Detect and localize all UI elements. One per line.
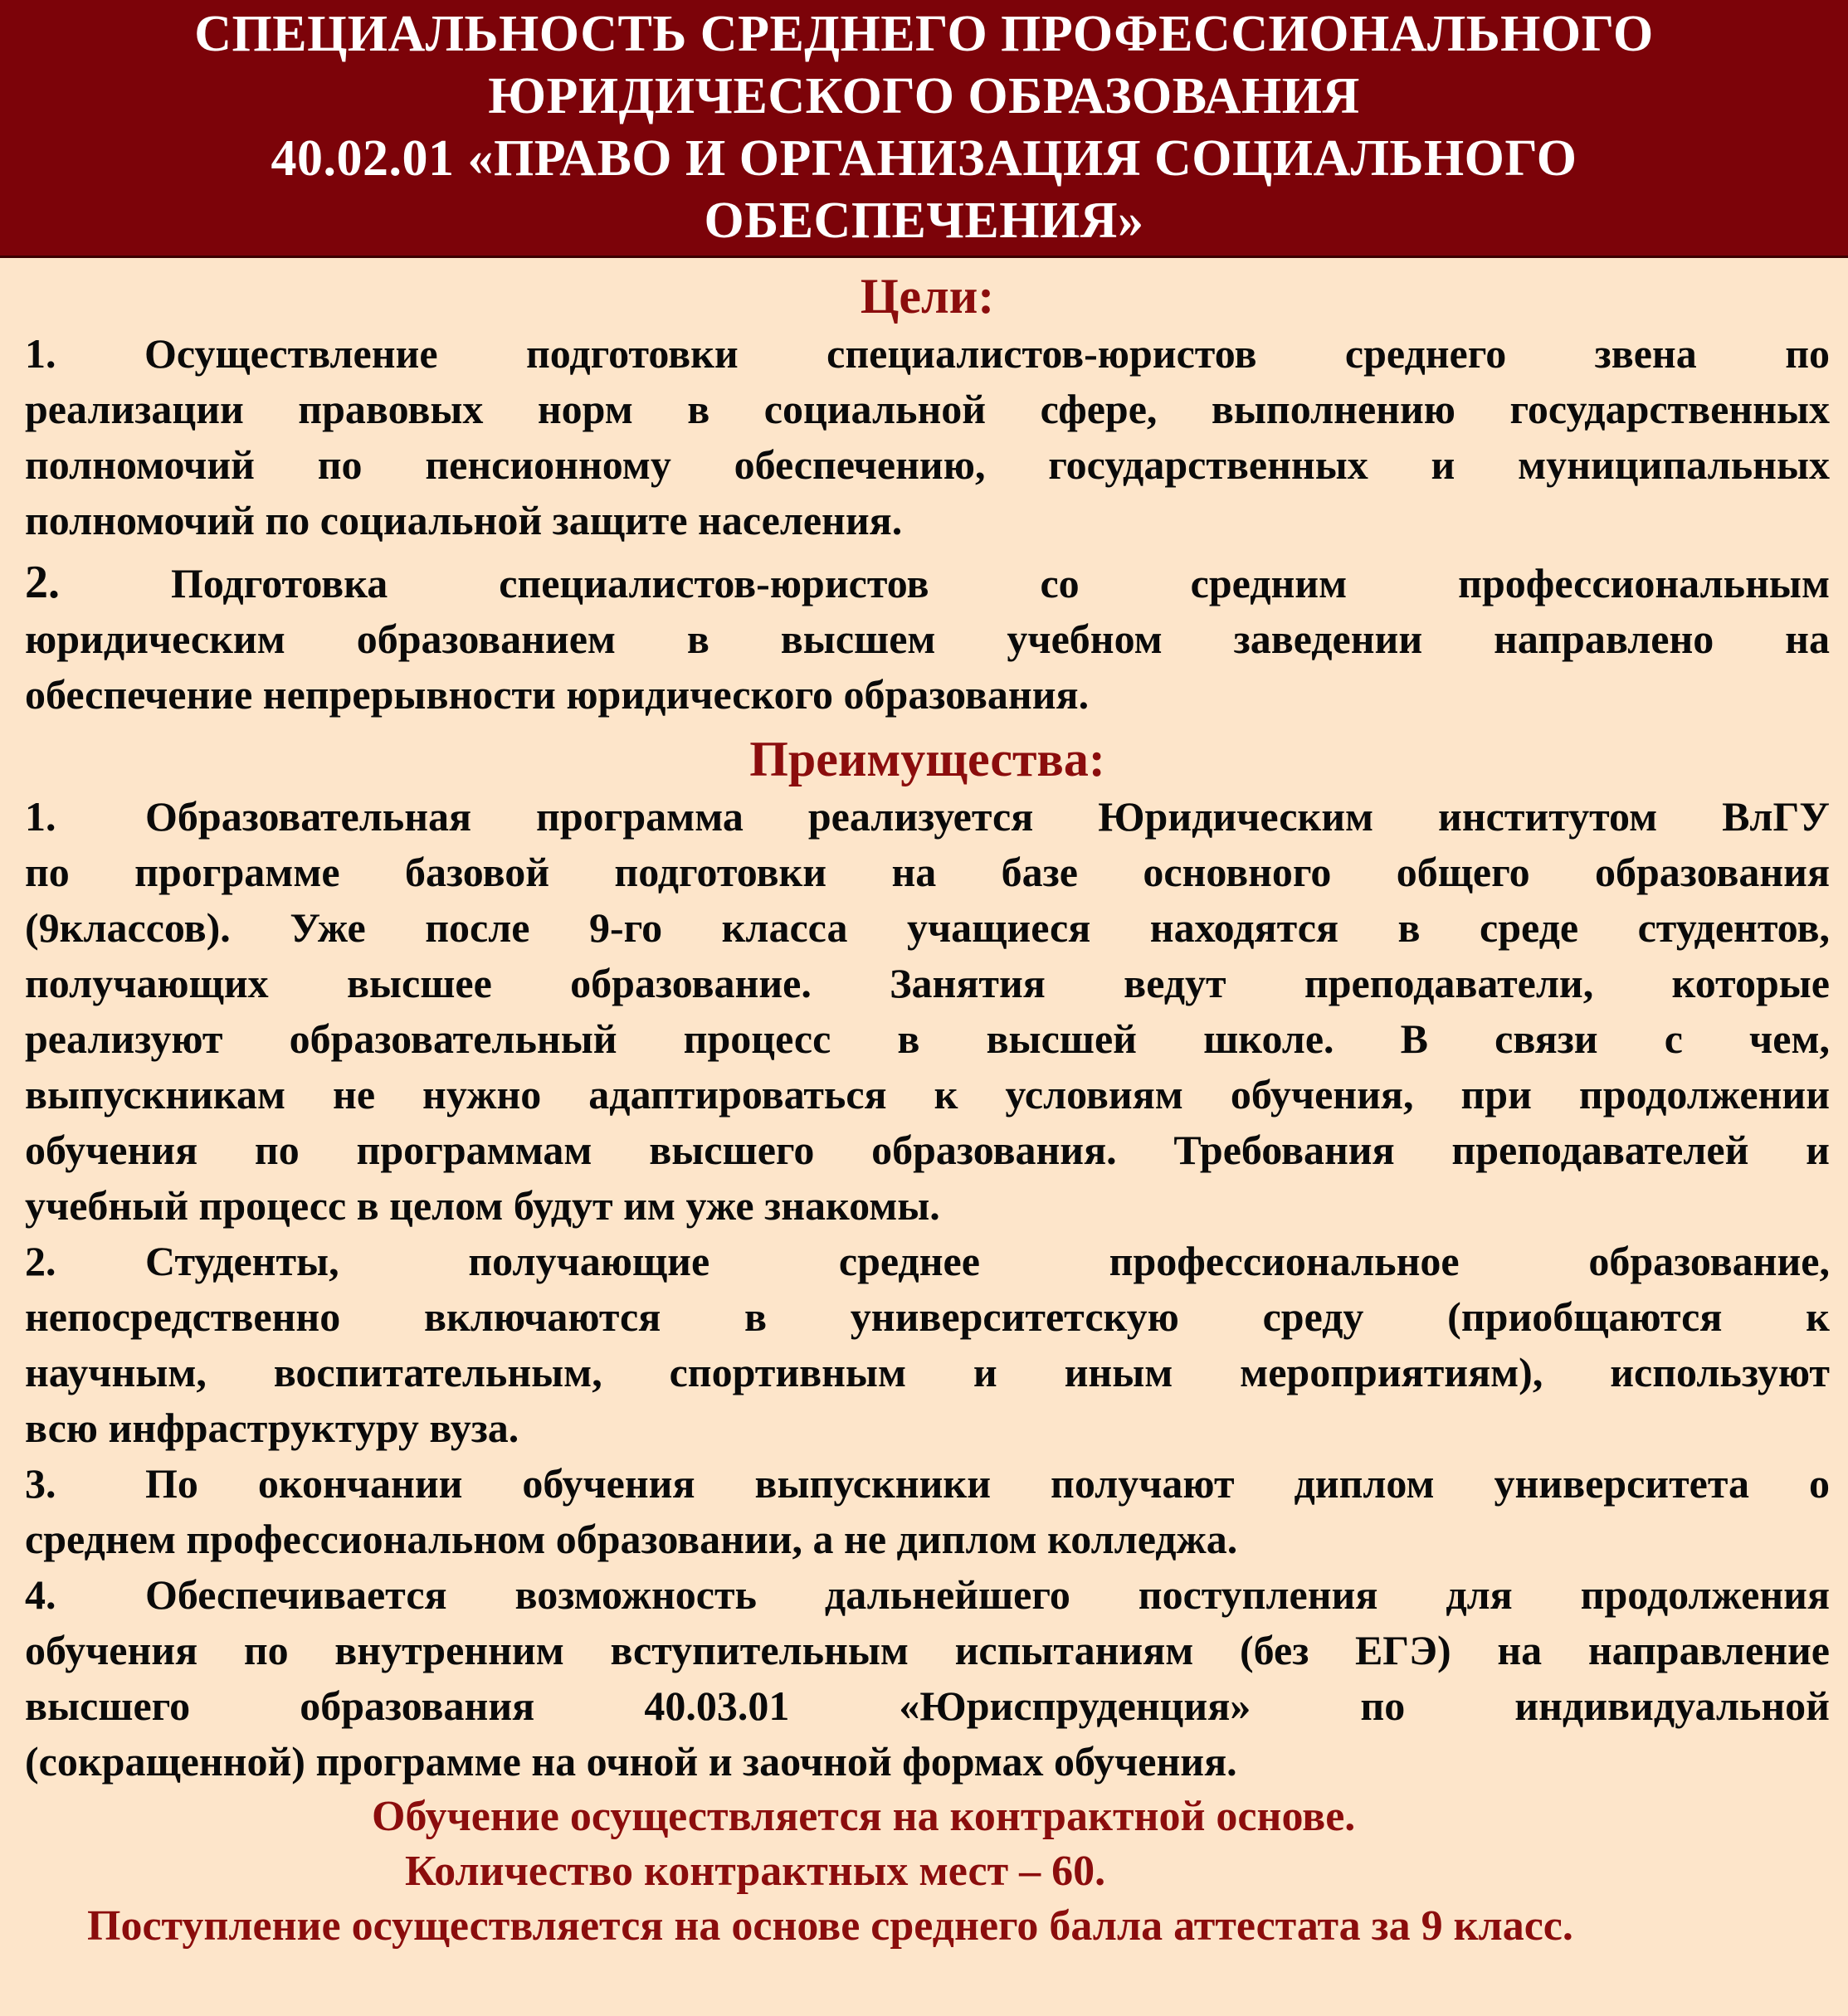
goal-1-line-2: реализации правовых норм в социальной сфере, выполнению государственных: [25, 386, 1830, 432]
goal-2-line-2: юридическим образованием в высшем учебном заведении направлено на: [25, 616, 1830, 662]
advantage-2-line-2: непосредственно включаются в университетскую среду (приобщаются к: [25, 1293, 1830, 1340]
advantage-2-line-3: научным, воспитательным, спортивным и иным мероприятиям), используют: [25, 1349, 1830, 1395]
goal-item-2: [25, 555, 1830, 723]
advantage-1-line-8: учебный процесс в целом будут им уже знакомы.: [25, 1182, 940, 1229]
advantage-4-line-1: Обеспечивается возможность дальнейшего поступления для продолжения: [145, 1571, 1830, 1618]
goal-1-line-4: полномочий по социальной защите населения.: [25, 497, 903, 543]
goal-number-2: 2.: [25, 557, 60, 608]
advantage-1-line-7: обучения по программам высшего образования. Требования преподавателей и: [25, 1127, 1830, 1173]
advantage-number-3: 3.: [25, 1460, 56, 1507]
advantage-1-line-2: по программе базовой подготовки на базе основного общего образования: [25, 849, 1830, 895]
advantage-4-line-2: обучения по внутренним вступительным испытаниям (без ЕГЭ) на направление: [25, 1627, 1830, 1673]
goal-2-line-3: обеспечение непрерывности юридического образования.: [25, 671, 1090, 718]
advantage-2-line-4: всю инфраструктуру вуза.: [25, 1405, 519, 1451]
advantage-item-1: [25, 789, 1830, 1234]
advantage-number-2: 2.: [25, 1238, 56, 1284]
header-title-line-1: СПЕЦИАЛЬНОСТЬ СРЕДНЕГО ПРОФЕССИОНАЛЬНОГО: [194, 6, 1654, 62]
footer-contract-basis: Обучение осуществляется на контрактной основе.: [372, 1793, 1356, 1840]
goal-2-line-1: Подготовка специалистов-юристов со средним профессиональным: [170, 560, 1830, 606]
advantage-item-2: [25, 1234, 1830, 1456]
advantage-2-line-1: Студенты, получающие среднее профессиональное образование,: [145, 1238, 1830, 1284]
footer-contract-places: Количество контрактных мест – 60.: [405, 1848, 1106, 1895]
advantage-1-line-6: выпускникам не нужно адаптироваться к условиям обучения, при продолжении: [25, 1071, 1830, 1118]
advantage-item-4: [25, 1567, 1830, 1790]
goals-title: Цели:: [860, 269, 995, 324]
main-content: [25, 266, 1830, 1954]
advantage-number-4: 4.: [25, 1571, 56, 1618]
header-banner: [0, 0, 1848, 258]
advantage-item-3: [25, 1456, 1830, 1567]
header-title-line-4: ОБЕСПЕЧЕНИЯ»: [704, 192, 1144, 249]
goal-item-1: [25, 326, 1830, 548]
advantage-4-line-4: (сокращенной) программе на очной и заочной формах обучения.: [25, 1738, 1237, 1785]
advantage-1-line-5: реализуют образовательный процесс в высшей школе. В связи с чем,: [25, 1015, 1830, 1062]
advantage-1-line-4: получающих высшее образование. Занятия ведут преподаватели, которые: [25, 960, 1830, 1006]
advantage-1-line-1: Образовательная программа реализуется Юридическим институтом ВлГУ: [145, 793, 1830, 840]
header-title-line-2: ЮРИДИЧЕСКОГО ОБРАЗОВАНИЯ: [488, 68, 1360, 124]
advantage-3-line-1: По окончании обучения выпускники получают диплом университета о: [145, 1460, 1830, 1507]
goal-number-1: 1.: [25, 330, 56, 377]
footer-admission: Поступление осуществляется на основе среднего балла аттестата за 9 класс.: [87, 1902, 1573, 1950]
advantages-title: Преимущества:: [749, 732, 1105, 786]
goal-1-line-3: полномочий по пенсионному обеспечению, государственных и муниципальных: [25, 441, 1830, 488]
advantage-3-line-2: среднем профессиональном образовании, а не диплом колледжа.: [25, 1516, 1238, 1562]
advantage-number-1: 1.: [25, 793, 56, 840]
advantage-4-line-3: высшего образования 40.03.01 «Юриспруденция» по индивидуальной: [25, 1682, 1830, 1729]
goal-1-line-1: Осуществление подготовки специалистов-юристов среднего звена по: [144, 330, 1830, 377]
header-title-line-3: 40.02.01 «ПРАВО И ОРГАНИЗАЦИЯ СОЦИАЛЬНОГО: [271, 130, 1577, 187]
advantage-1-line-3: (9классов). Уже после 9-го класса учащиеся находятся в среде студентов,: [25, 904, 1830, 951]
